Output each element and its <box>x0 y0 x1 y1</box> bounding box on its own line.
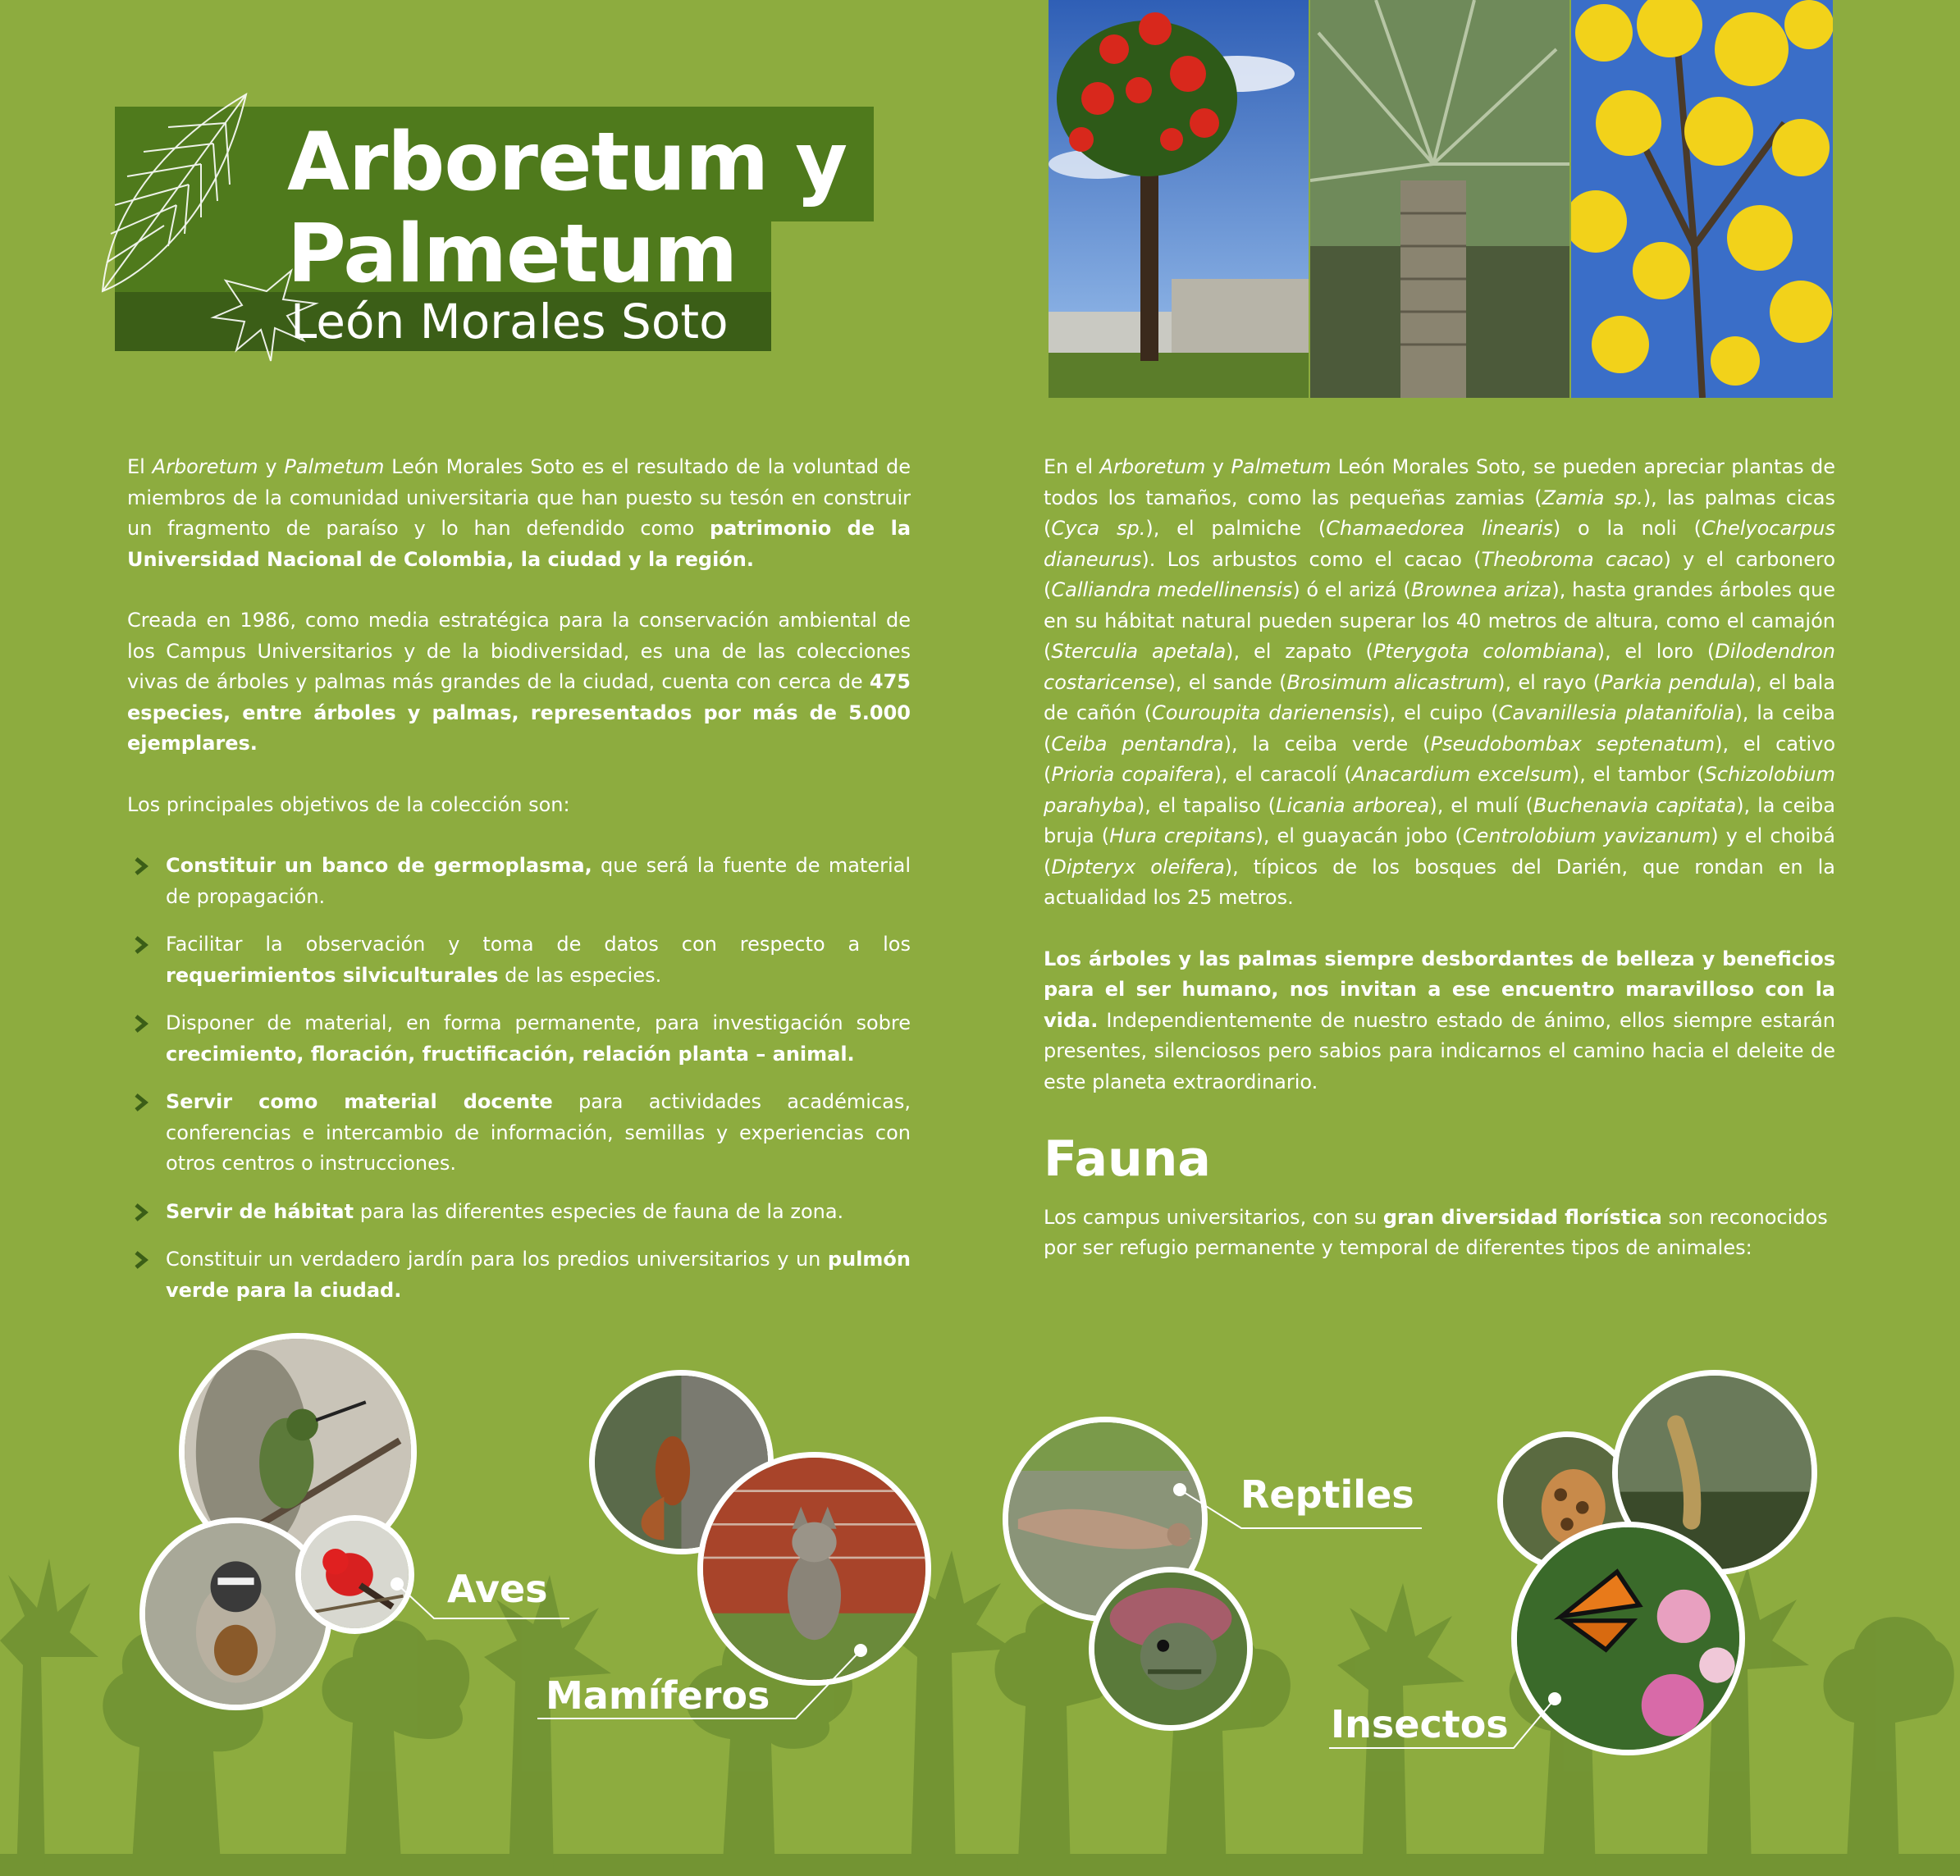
chevron-right-icon <box>134 857 148 875</box>
text: ), típicos de los bosques del Darién, que rondan en la actualidad los 25 metros. <box>1044 855 1835 909</box>
label-reptiles: Reptiles <box>1240 1472 1414 1517</box>
species-name: Couroupita darienensis <box>1152 701 1382 724</box>
text: ), el loro ( <box>1597 640 1716 663</box>
page-title <box>287 116 847 300</box>
text-bold: pulmón verde para la ciudad. <box>166 1248 911 1302</box>
text: ), hasta grandes árboles que en su hábitat natural pueden superar los 40 metros de altura, como el camajón ( <box>1044 578 1835 663</box>
text: y <box>1205 455 1231 478</box>
text-bold: 475 especies, entre árboles y palmas, representados por más de 5.000 ejemplares. <box>127 670 911 755</box>
text: ), el tambor ( <box>1571 763 1705 786</box>
photo-lizard <box>1089 1567 1253 1731</box>
history-paragraph <box>127 605 911 760</box>
species-name: Cyca sp. <box>1051 517 1146 540</box>
label-mamiferos-leader-line <box>537 1649 866 1723</box>
text: ), el palmiche ( <box>1145 517 1327 540</box>
species-name: Brownea ariza <box>1410 578 1552 601</box>
species-name: Schizolobium parahyba <box>1044 763 1836 817</box>
text: ). Los arbustos como el cacao ( <box>1141 547 1482 571</box>
text: León Morales Soto es el resultado de la voluntad de miembros de la comunidad universitaria que han puesto su tesón en construir un fragmento de paraíso y lo han defendido como <box>127 455 911 540</box>
species-name: Parkia pendula <box>1601 670 1748 694</box>
text-bold: gran diversidad florística <box>1382 1206 1662 1229</box>
text: ), la ceiba verde ( <box>1223 732 1431 755</box>
text: ), el caracolí ( <box>1213 763 1352 786</box>
title-line-1: Arboretum y <box>287 116 848 209</box>
species-name: Prioria copaifera <box>1051 763 1214 786</box>
text: son reconocidos por ser refugio permanente y temporal de diferentes tipos de animales: <box>1044 1206 1828 1259</box>
text-italic: Arboretum <box>152 455 258 478</box>
chevron-right-icon <box>134 936 148 954</box>
page-subtitle: León Morales Soto <box>290 294 729 349</box>
text: ) o la noli ( <box>1552 517 1702 540</box>
text: de las especies. <box>498 963 662 987</box>
text: ), el cuipo ( <box>1382 701 1499 724</box>
title-line-2: Palmetum <box>287 208 738 301</box>
species-name: Pseudobombax septenatum <box>1430 732 1716 755</box>
text-bold: patrimonio de la Universidad Nacional de Colombia, la ciudad y la región. <box>127 517 911 571</box>
text: ), la ceiba bruja ( <box>1044 793 1835 847</box>
text: que será la fuente de material de propagación. <box>166 854 911 908</box>
species-name: Hura crepitans <box>1109 824 1256 847</box>
chevron-right-icon <box>134 1251 148 1269</box>
objectives-intro: Los principales objetivos de la colección son: <box>127 792 570 816</box>
species-name: Dilodendron costaricense <box>1044 640 1835 694</box>
text: y <box>258 455 285 478</box>
species-name: Centrolobium yavizanum <box>1462 824 1711 847</box>
photo-palm <box>1310 0 1569 398</box>
species-name: Theobroma cacao <box>1481 547 1664 571</box>
species-name: Chelyocarpus dianeurus <box>1044 517 1835 571</box>
list-item <box>127 929 911 991</box>
text-bold: crecimiento, floración, fructificación, relación planta – animal. <box>166 1042 855 1066</box>
label-insectos: Insectos <box>1331 1702 1509 1746</box>
photo-yellow-guayacan <box>1571 0 1833 398</box>
text: León Morales Soto, se pueden apreciar plantas de todos los tamaños, como las pequeñas zamias ( <box>1044 455 1835 509</box>
label-aves-leader-line <box>397 1584 569 1621</box>
right-column <box>1044 452 1835 1128</box>
chevron-right-icon <box>134 1015 148 1033</box>
closing-paragraph <box>1044 944 1835 1098</box>
label-insectos-leader-line <box>1329 1697 1559 1750</box>
text-bold: Servir de hábitat <box>166 1199 354 1223</box>
text: ), el zapato ( <box>1226 640 1373 663</box>
text-bold: requerimientos silviculturales <box>166 963 499 987</box>
text: ), el bala de cañón ( <box>1044 670 1835 724</box>
left-column <box>127 452 911 1323</box>
list-item <box>127 1244 911 1306</box>
text: Creada en 1986, como media estratégica para la conservación ambiental de los Campus Universitarios y de la biodiversidad, es una de las colecciones vivas de árboles y palmas más grandes de la ciudad, cuenta con cerca de <box>127 609 911 693</box>
list-item <box>127 1008 911 1070</box>
list-item <box>127 1197 911 1228</box>
species-name: Dipteryx oleifera <box>1051 855 1225 879</box>
text-bold: Los árboles y las palmas siempre desbordantes de belleza y beneficios para el ser humano, nos invitan a ese encuentro maravilloso con la vida. <box>1044 947 1835 1032</box>
text: ), el sande ( <box>1167 670 1287 694</box>
text: para las diferentes especies de fauna de la zona. <box>354 1199 844 1223</box>
species-name: Buchenavia capitata <box>1533 793 1737 817</box>
fauna-heading: Fauna <box>1044 1130 1211 1188</box>
species-name: Chamaedorea linearis <box>1326 517 1553 540</box>
text: Constituir un verdadero jardín para los predios universitarios y un <box>166 1248 828 1271</box>
species-paragraph <box>1044 452 1835 914</box>
text: ) y el choibá ( <box>1044 824 1836 879</box>
species-name: Ceiba pentandra <box>1051 732 1224 755</box>
fauna-paragraph <box>1044 1203 1835 1263</box>
text: ), el guayacán jobo ( <box>1255 824 1463 847</box>
objectives-list <box>127 851 911 1306</box>
text: ) ó el arizá ( <box>1292 578 1411 601</box>
intro-paragraph <box>127 452 911 575</box>
label-reptiles-leader-line <box>1180 1490 1422 1531</box>
species-name: Brosimum alicastrum <box>1286 670 1498 694</box>
list-item <box>127 851 911 912</box>
species-name: Arboretum <box>1099 455 1206 478</box>
text-bold: Constituir un banco de germoplasma, <box>166 854 592 877</box>
text: ), el mulí ( <box>1429 793 1533 817</box>
text-italic: Palmetum <box>284 455 385 478</box>
chevron-right-icon <box>134 1093 148 1111</box>
text-bold: Servir como material docente <box>166 1090 553 1113</box>
text: ) y el carbonero ( <box>1044 547 1836 601</box>
species-name: Calliandra medellinensis <box>1051 578 1293 601</box>
text: ), las palmas cicas ( <box>1044 486 1835 540</box>
photo-flame-tree <box>1049 0 1309 398</box>
chevron-right-icon <box>134 1203 148 1221</box>
text: Los campus universitarios, con su <box>1044 1206 1383 1229</box>
label-aves: Aves <box>447 1567 548 1611</box>
text: En el <box>1044 455 1100 478</box>
label-mamiferos: Mamíferos <box>546 1673 770 1718</box>
text: Independientemente de nuestro estado de ánimo, ellos siempre estarán presentes, silenciosos pero sabios para indicarnos el camino hacia el deleite de este planeta extraordinario. <box>1044 1008 1835 1093</box>
list-item <box>127 1087 911 1180</box>
text: Disponer de material, en forma permanente, para investigación sobre <box>166 1011 911 1034</box>
species-name: Zamia sp. <box>1542 486 1643 509</box>
species-name: Palmetum <box>1231 455 1332 478</box>
text: para actividades académicas, conferencias e intercambio de información, semillas y experiencias con otros centros o instrucciones. <box>166 1090 911 1175</box>
text: ), el tapaliso ( <box>1136 793 1277 817</box>
text: El <box>127 455 153 478</box>
species-name: Anacardium excelsum <box>1351 763 1572 786</box>
species-name: Pterygota colombiana <box>1373 640 1597 663</box>
text: Facilitar la observación y toma de datos con respecto a los <box>166 933 911 956</box>
species-name: Cavanillesia platanifolia <box>1498 701 1735 724</box>
text: ), la ceiba ( <box>1044 701 1836 755</box>
text: ), el rayo ( <box>1497 670 1601 694</box>
text: ), el cativo ( <box>1044 732 1835 786</box>
species-name: Sterculia apetala <box>1051 640 1227 663</box>
species-name: Licania arborea <box>1276 793 1430 817</box>
